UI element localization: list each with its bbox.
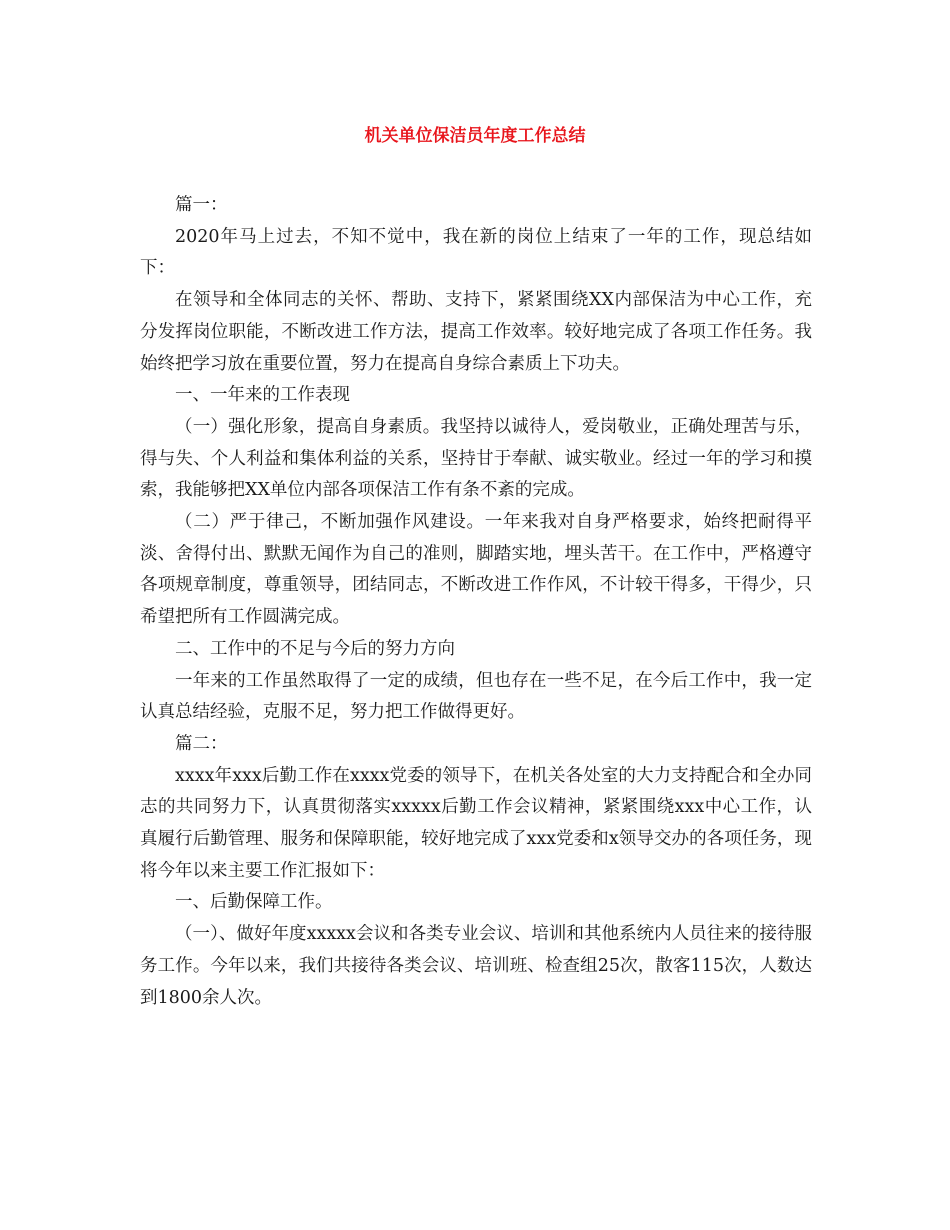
paragraph: 在领导和全体同志的关怀、帮助、支持下，紧紧围绕XX内部保洁为中心工作，充分发挥岗位职能，不断改进工作方法，提高工作效率。较好地完成了各项工作任务。我始终把学习放在重要位置，努力在提高自身综合素质上下功夫。 xyxy=(140,290,812,374)
document-title: 机关单位保洁员年度工作总结 xyxy=(364,126,586,146)
paragraph: xxxx年xxx后勤工作在xxxx党委的领导下，在机关各处室的大力支持配合和全办同志的共同努力下，认真贯彻落实xxxxx后勤工作会议精神，紧紧围绕xxx中心工作，认真履行后勤管理、服务和保障职能，较好地完成了xxx党委和x领导交办的各项任务，现将今年以来主要工作汇报如下： xyxy=(140,765,812,881)
section-heading: 一、一年来的工作表现 xyxy=(175,385,350,406)
document-body xyxy=(140,190,812,1014)
section-heading: 一、后勤保障工作。 xyxy=(175,892,333,913)
paragraph: （一）强化形象，提高自身素质。我坚持以诚待人，爱岗敬业，正确处理苦与乐，得与失、个人利益和集体利益的关系，坚持甘于奉献、诚实敬业。经过一年的学习和摸索，我能够把XX单位内部各项保洁工作有条不紊的完成。 xyxy=(140,416,812,501)
paragraph: 篇一： xyxy=(175,195,228,215)
paragraph: （一）、做好年度xxxxx会议和各类专业会议、培训和其他系统内人员往来的接待服务工作。今年以来，我们共接待各类会议、培训班、检查组25次，散客115次，人数达到1800余人次。 xyxy=(140,924,812,1008)
paragraph: （二）严于律己，不断加强作风建设。一年来我对自身严格要求，始终把耐得平淡、舍得付出、默默无闻作为自己的准则，脚踏实地，埋头苦干。在工作中，严格遵守各项规章制度，尊重领导，团结同志，不断改进工作作风，不计较干得多，干得少，只希望把所有工作圆满完成。 xyxy=(140,512,812,628)
paragraph: 一年来的工作虽然取得了一定的成绩，但也存在一些不足，在今后工作中，我一定认真总结经验，克服不足，努力把工作做得更好。 xyxy=(140,670,812,723)
section-heading: 二、工作中的不足与今后的努力方向 xyxy=(175,638,455,659)
paragraph: 2020年马上过去，不知不觉中，我在新的岗位上结束了一年的工作，现总结如下： xyxy=(140,226,812,279)
paragraph: 篇二： xyxy=(175,733,228,754)
